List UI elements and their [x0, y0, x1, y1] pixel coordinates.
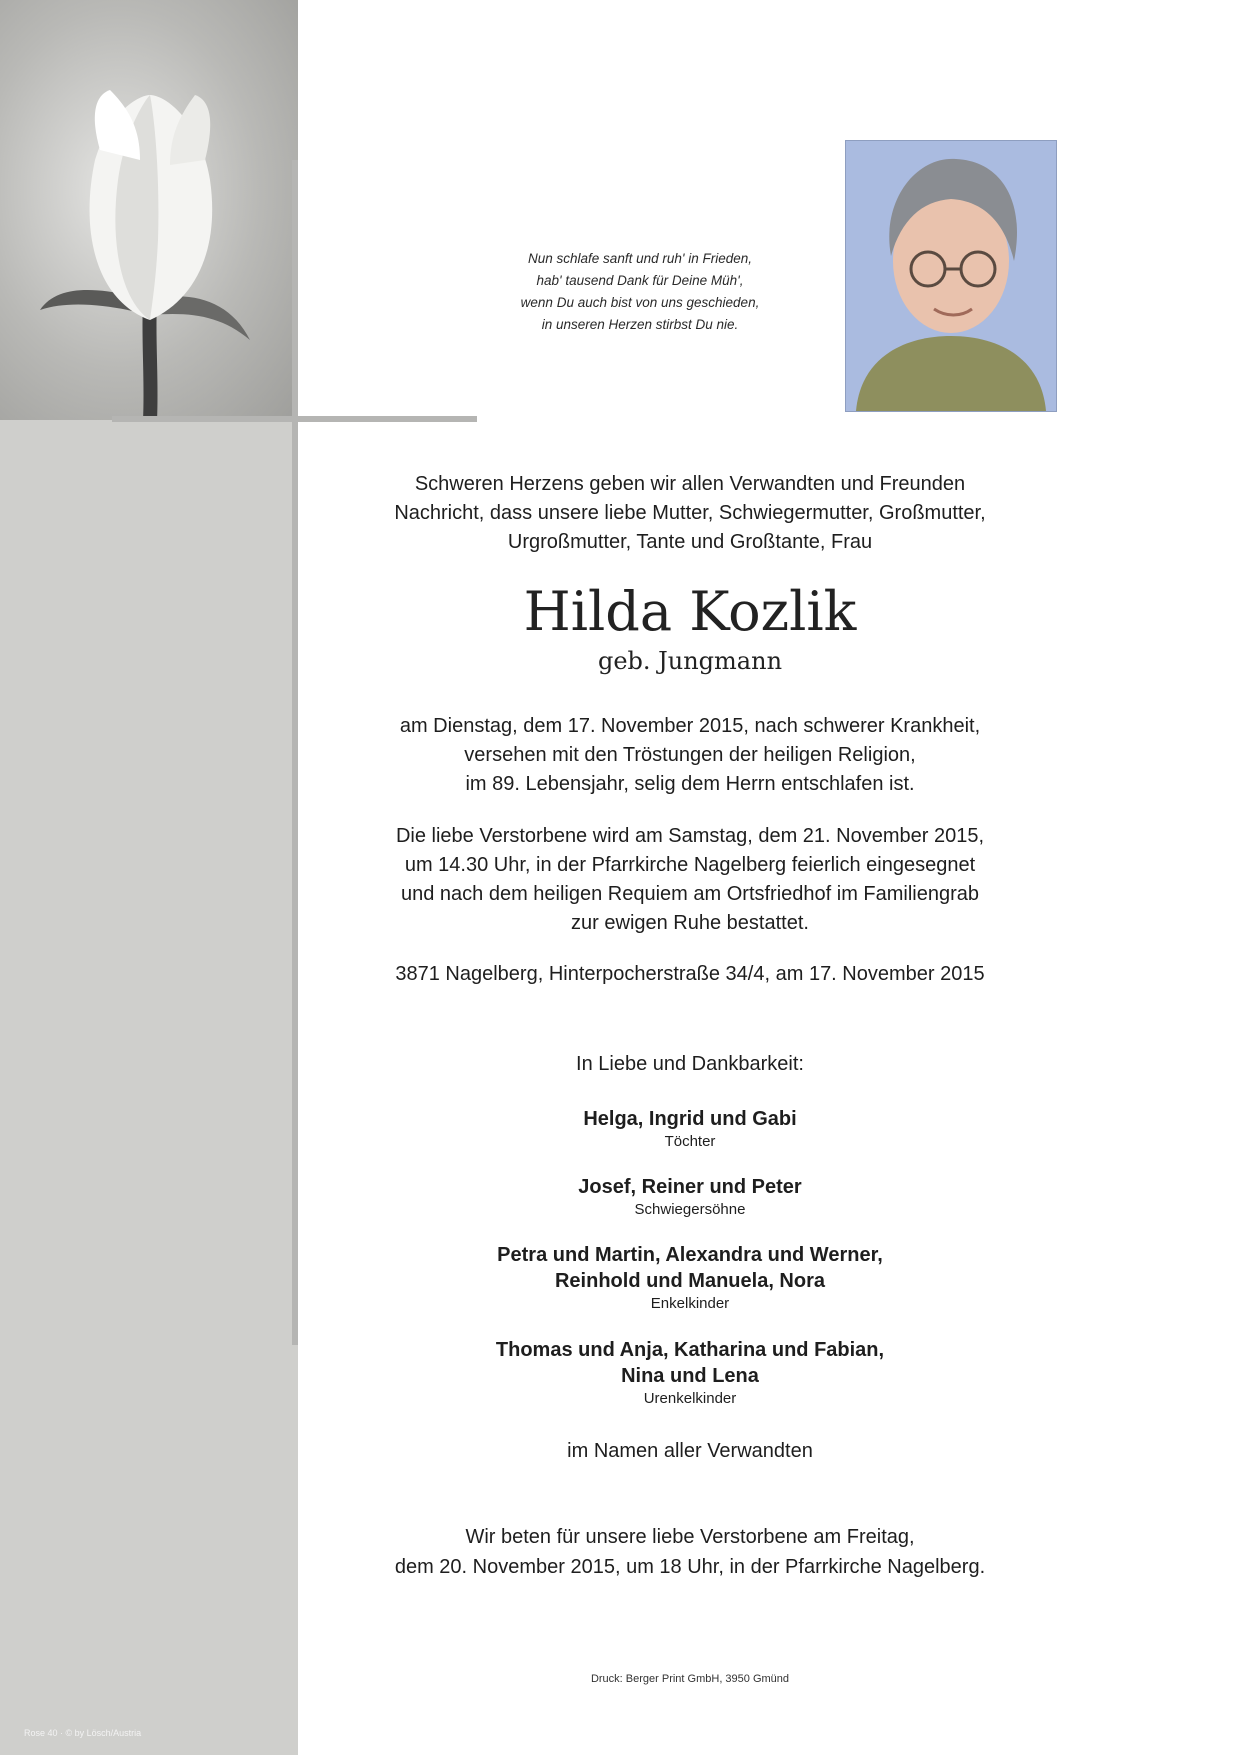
mourner-group-daughters: [330, 1106, 1050, 1152]
address-date: 3871 Nagelberg, Hinterpocherstraße 34/4, am 17. November 2015: [395, 963, 985, 985]
poem-line: in unseren Herzen stirbst Du nie.: [541, 317, 739, 332]
funeral-line: und nach dem heiligen Requiem am Ortsfriedhof im Familiengrab: [400, 883, 980, 905]
mourner-role: Schwiegersöhne: [634, 1201, 746, 1218]
mourner-names: Helga, Ingrid und Gabi: [583, 1108, 797, 1130]
mourner-names: Nina und Lena: [621, 1365, 759, 1387]
mourner-names: Josef, Reiner und Peter: [578, 1176, 802, 1198]
vertical-divider: [292, 160, 298, 1345]
death-notice-line: im 89. Lebensjahr, selig dem Herrn entschlafen ist.: [465, 773, 915, 795]
portrait-photo: [845, 140, 1057, 412]
mourner-role: Töchter: [664, 1133, 716, 1150]
rose-image: [0, 0, 298, 420]
death-notice: [330, 712, 1050, 799]
printer-credit: Druck: Berger Print GmbH, 3950 Gmünd: [590, 1673, 790, 1685]
deceased-name: Hilda Kozlik: [523, 580, 857, 643]
mourner-names: Petra und Martin, Alexandra und Werner,: [497, 1244, 883, 1266]
poem-line: hab' tausend Dank für Deine Müh',: [536, 273, 744, 288]
portrait-icon: [846, 141, 1056, 411]
thanks-heading: In Liebe und Dankbarkeit:: [576, 1053, 804, 1075]
image-credit: Rose 40 · © by Lösch/Austria: [24, 1728, 142, 1738]
prayer-line: Wir beten für unsere liebe Verstorbene am Freitag,: [465, 1526, 915, 1548]
intro-line: Schweren Herzens geben wir allen Verwandten und Freunden: [414, 473, 966, 495]
on-behalf-text: im Namen aller Verwandten: [567, 1440, 813, 1462]
maiden-name: geb. Jungmann: [597, 647, 783, 675]
poem: [470, 248, 810, 336]
mourner-group-great-grandchildren: [330, 1337, 1050, 1409]
mourner-names: Thomas und Anja, Katharina und Fabian,: [495, 1339, 885, 1361]
death-notice-line: am Dienstag, dem 17. November 2015, nach schwerer Krankheit,: [399, 715, 981, 737]
mourner-group-grandchildren: [330, 1242, 1050, 1314]
mourner-names: Reinhold und Manuela, Nora: [554, 1270, 825, 1292]
poem-line: Nun schlafe sanft und ruh' in Frieden,: [528, 251, 752, 266]
intro-line: Nachricht, dass unsere liebe Mutter, Schwiegermutter, Großmutter,: [394, 502, 986, 524]
mourner-role: Enkelkinder: [650, 1295, 730, 1312]
rose-icon: [0, 0, 298, 420]
intro-line: Urgroßmutter, Tante und Großtante, Frau: [507, 531, 873, 553]
funeral-line: Die liebe Verstorbene wird am Samstag, dem 21. November 2015,: [395, 825, 985, 847]
prayer-line: dem 20. November 2015, um 18 Uhr, in der Pfarrkirche Nagelberg.: [394, 1556, 986, 1578]
funeral-line: um 14.30 Uhr, in der Pfarrkirche Nagelberg feierlich eingesegnet: [404, 854, 976, 876]
poem-line: wenn Du auch bist von uns geschieden,: [520, 295, 760, 310]
intro-text: [330, 470, 1050, 557]
mourner-group-sons-in-law: [330, 1174, 1050, 1220]
mourner-role: Urenkelkinder: [643, 1390, 737, 1407]
prayer-notice: [330, 1522, 1050, 1582]
funeral-line: zur ewigen Ruhe bestattet.: [571, 912, 809, 934]
funeral-notice: [330, 822, 1050, 938]
death-notice-line: versehen mit den Tröstungen der heiligen Religion,: [464, 744, 916, 766]
horizontal-divider: [112, 416, 477, 422]
